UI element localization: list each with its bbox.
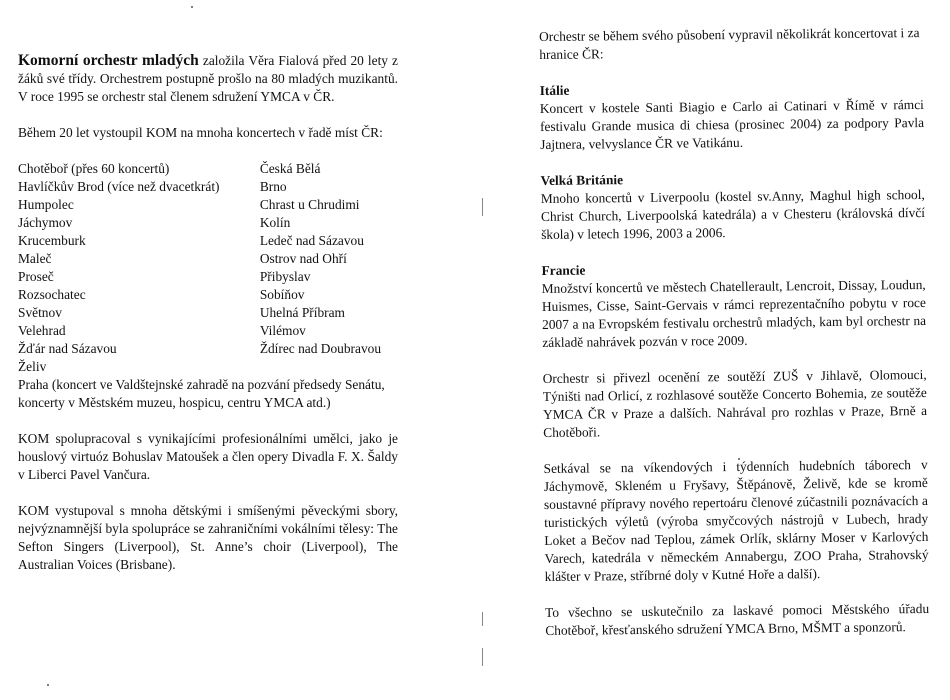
place-item: Maleč <box>18 251 52 266</box>
place-item: Ledeč nad Sázavou <box>259 233 364 248</box>
country-heading: Velká Británie <box>540 172 624 188</box>
place-item: Světnov <box>18 305 62 320</box>
place-item: Ostrov nad Ohří <box>259 251 347 266</box>
place-item: Sobíňov <box>259 287 305 302</box>
place-item: Krucemburk <box>18 233 86 248</box>
intro-paragraph <box>18 52 398 106</box>
abroad-intro: Orchestr se během svého působení vypravil několikrát koncertovat i za hranice ČR: <box>539 25 920 62</box>
place-item: Chrast u Chrudimi <box>259 197 360 212</box>
place-item: Velehrad <box>18 323 66 338</box>
choirs-paragraph: KOM vystupoval s mnoha dětskými i smíšenými pěveckými sbory, nejvýznamnější byla spolupráce se zahraničními vokálními tělesy: The Sefton Singers (Liverpool), St. Anne’s choir (Liverpool), The Australian Voices (Brisbane). <box>18 503 398 572</box>
country-section <box>541 258 926 352</box>
place-item: Vilémov <box>259 323 306 338</box>
place-item: Jáchymov <box>18 215 73 230</box>
camps-paragraph: Setkával se na víkendových i týdenních hudebních táborech v Jáchymově, Skleném u Fryšavy, Štěpánově, Želivě, kde se kromě soustavné přípravy nového repertoáru členové zúčastnili poznávacích a turistických výletů (výroba smyčcových nástrojů v Lubech, hrady Loket a Bečov nad Teplou, zámek Orlík, sklárny Moser v Karlových Varech, katedrála v německém Annabergu, ZOO Praha, Strahovský klášter v Praze, stříbrné doly v Kutné Hoře a další). <box>543 456 929 584</box>
countries-list <box>540 78 927 352</box>
concerts-intro: Během 20 let vystoupil KOM na mnoha koncertech v řadě míst ČR: <box>18 125 383 140</box>
intro-text: založila Věra Fialová před 20 lety z žáků své třídy. Orchestrem postupně prošlo na 80 mladých muzikantů. V roce 1995 se orchestr stal členem sdružení YMCA v ČR. <box>18 53 398 104</box>
place-item: Uhelná Příbram <box>259 305 345 320</box>
places-list <box>18 160 398 376</box>
place-item: Chotěboř (přes 60 koncertů) <box>18 161 170 176</box>
place-item: Česká Bělá <box>259 161 321 176</box>
place-item: Přibyslav <box>259 269 311 284</box>
country-text: Mnoho koncertů v Liverpoolu (kostel sv.Anny, Maghul high school, Christ Church, Liverpoolská katedrála) a v Chesteru (královská dívčí škola) v letech 1996, 2003 a 2006. <box>540 186 926 242</box>
place-item: Proseč <box>18 269 54 284</box>
country-text: Koncert v kostele Santi Biagio e Carlo ai Catinari v Římě v rámci festivalu Grande musica di chiesa (prosinec 2004) za podpory Pavla Jajtnera, velvyslance ČR ve Vatikánu. <box>539 96 925 152</box>
awards-paragraph: Orchestr si přivezl ocenění ze soutěží ZUŠ v Jihlavě, Olomouci, Týništi nad Orlicí, z rozhlasové soutěže Concerto Bohemia, ze soutěže YMCA ČR v Praze a dalších. Nahrával pro rozhlas v Praze, Brně a Chotěboři. <box>542 366 928 440</box>
places-column-1 <box>18 160 260 376</box>
praha-entry: Praha (koncert ve Valdštejnské zahradě na pozvání předsedy Senátu, koncerty v Městském muzeu, hospicu, centru YMCA atd.) <box>18 377 385 410</box>
place-item: Havlíčkův Brod (více než dvacetkrát) <box>18 179 220 194</box>
place-item: Brno <box>259 179 287 194</box>
place-item: Želiv <box>18 359 47 374</box>
cooperation-paragraph: KOM spolupracoval s vynikajícími profesionálními umělci, jako je houslový virtuóz Bohuslav Matoušek a člen opery Divadla F. X. Šaldy v Liberci Pavel Vančura. <box>18 431 398 482</box>
country-heading: Francie <box>541 262 586 278</box>
country-section <box>541 168 926 244</box>
country-section <box>540 78 925 154</box>
right-page <box>475 0 950 700</box>
place-item: Žďár nad Sázavou <box>18 341 117 356</box>
thanks-paragraph: To všechno se uskutečnilo za laskavé pomoci Městského úřadu Chotěboř, křesťanského sdružení YMCA Brno, MŠMT a sponzorů. <box>545 600 930 638</box>
place-item: Humpolec <box>18 197 74 212</box>
places-column-2 <box>260 160 398 376</box>
country-heading: Itálie <box>539 82 570 98</box>
place-item: Ždírec nad Doubravou <box>259 341 382 356</box>
place-item: Rozsochatec <box>18 287 86 302</box>
country-text: Množství koncertů ve městech Chatellerault, Lencroit, Dissay, Loudun, Huismes, Cisse, Saint-Gervais v rámci reprezentačního pobytu v roce 2007 a na Evropském festivalu orchestrů mladých, kam byl orchestr na základě nahrávek pozván v roce 2009. <box>541 276 927 350</box>
place-item: Kolín <box>259 215 291 230</box>
orchestra-name: Komorní orchestr mladých <box>18 52 199 69</box>
